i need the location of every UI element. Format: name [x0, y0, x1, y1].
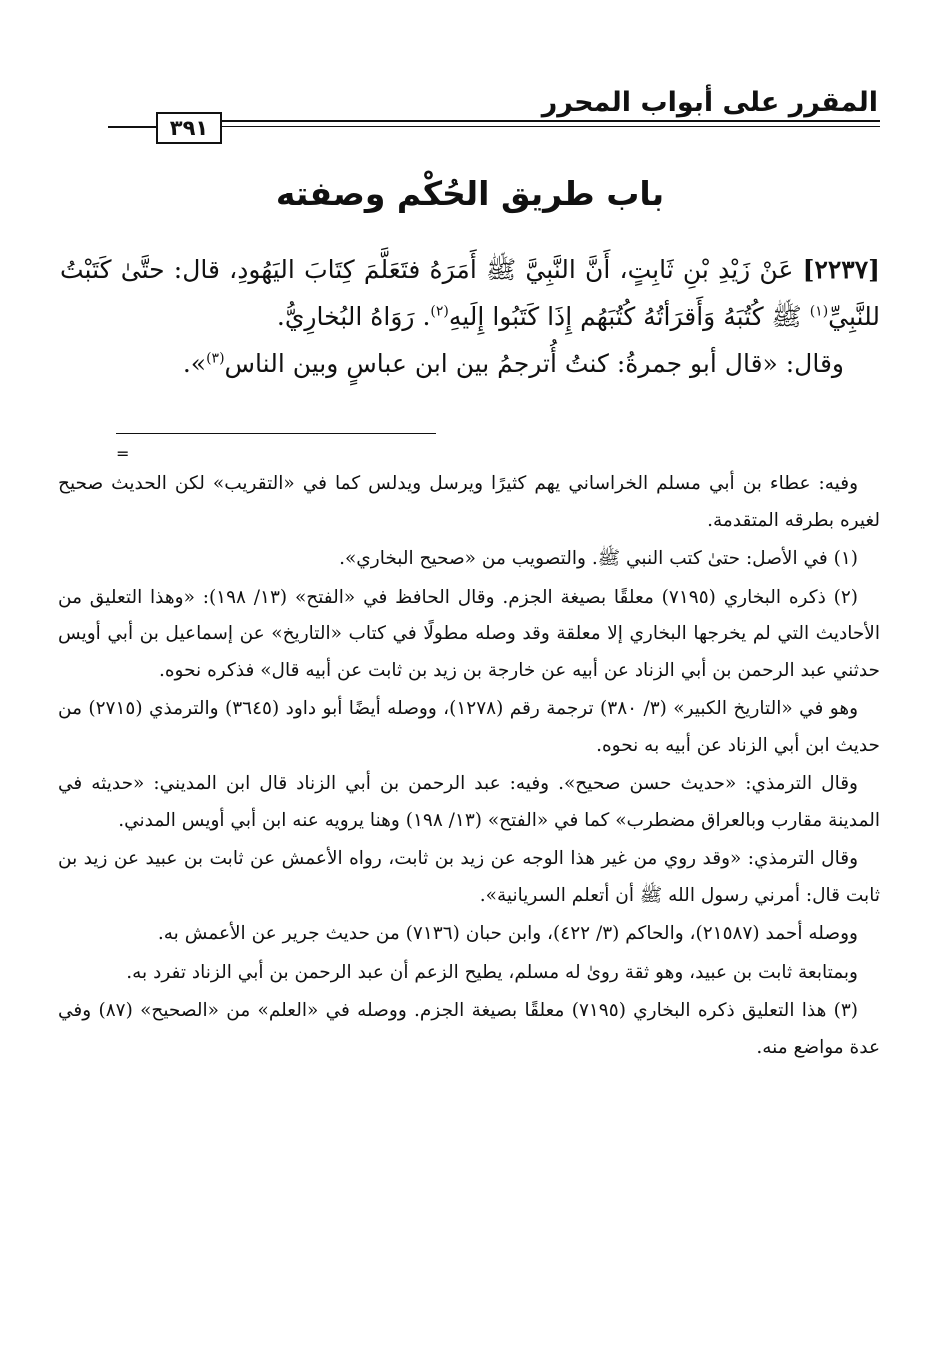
- footnote-paragraph: وقال الترمذي: «حديث حسن صحيح». وفيه: عبد الرحمن بن أبي الزناد قال ابن المديني: «حديثه في المدينة مقارب وبالعراق مضطرب» كما في «الفتح» (١٣/ ١٩٨) وهنا يرويه عنه ابن أبي أويس المدني.: [58, 773, 880, 831]
- chapter-title: باب طريق الحُكْم وصفته: [275, 174, 665, 213]
- footnote-ref-2[interactable]: (٢): [430, 303, 449, 320]
- running-header-title: المقرر على أبواب المحرر: [541, 87, 878, 118]
- footnote-2: (٢) ذكره البخاري (٧١٩٥) معلقًا بصيغة الجزم. وقال الحافظ في «الفتح» (١٣/ ١٩٨): «وهذا التعليق من الأحاديث التي لم يخرجها البخاري إلا معلقة وقد وصله مطولًا في كتاب «التاريخ» عن إسماعيل بن أبي أويس حدثني عبد الرحمن بن أبي الزناد عن أبيه عن خارجة بن زيد بن ثابت عن أبيه قال» فذكره نحوه.: [58, 586, 880, 681]
- header-rule-left: [108, 126, 156, 128]
- hadith-text-part-3: . رَوَاهُ البُخارِيُّ.: [276, 302, 431, 331]
- header-rule-bottom: [222, 126, 880, 127]
- footnote-paragraph: وفيه: عطاء بن أبي مسلم الخراساني يهم كثيرًا ويرسل ويدلس كما في «التقريب» لكن الحديث صحيح لغيره بطرقه المتقدمة.: [58, 473, 880, 531]
- footnote-3: (٣) هذا التعليق ذكره البخاري (٧١٩٥) معلقًا بصيغة الجزم. ووصله في «العلم» من «الصحيح» (٨٧) وفي عدة مواضع منه.: [58, 1000, 880, 1058]
- header-rule-top: [222, 120, 880, 122]
- hadith-quote-text: وقال: «قال أبو جمرةُ: كنتُ أُترجمُ بين ابن عباسٍ وبين الناس: [224, 349, 844, 378]
- footnote-continuation-mark: =: [116, 444, 130, 463]
- hadith-block: [60, 246, 880, 387]
- footnotes: [58, 466, 880, 1068]
- hadith-text-part-2: ﷺ كُتُبَهُ وَأَقرَأتُهُ كُتُبَهُم إِذَا كَتَبُوا إِلَيهِ: [448, 302, 802, 331]
- footnote-1: (١) في الأصل: حتىٰ كتب النبي ﷺ. والتصويب من «صحيح البخاري».: [339, 548, 858, 569]
- footnote-paragraph: وهو في «التاريخ الكبير» (٣/ ٣٨٠) ترجمة رقم (١٢٧٨)، ووصله أيضًا أبو داود (٣٦٤٥) والترمذي (٢٧١٥) من حديث ابن أبي الزناد عن أبيه به نحوه.: [58, 698, 880, 756]
- footnote-ref-3[interactable]: (٣): [206, 350, 225, 367]
- hadith-number: [٢٢٣٧]: [802, 255, 880, 284]
- footnote-paragraph: ووصله أحمد (٢١٥٨٧)، والحاكم (٣/ ٤٢٢)، وابن حبان (٧١٣٦) من حديث جرير عن الأعمش به.: [157, 923, 858, 944]
- hadith-quote: [60, 340, 880, 387]
- footnote-ref-1[interactable]: (١): [809, 303, 829, 320]
- footnote-paragraph: وقال الترمذي: «وقد روي من غير هذا الوجه عن زيد بن ثابت، رواه الأعمش عن ثابت بن عبيد عن زيد بن ثابت قال: أمرني رسول الله ﷺ أن أتعلم السريانية».: [58, 848, 880, 906]
- hadith-quote-end: ».: [182, 349, 207, 378]
- footnote-paragraph: وبمتابعة ثابت بن عبيد، وهو ثقة روىٰ له مسلم، يطيح الزعم أن عبد الرحمن بن أبي الزناد تفرد به.: [126, 961, 858, 983]
- footnote-separator: [116, 433, 436, 434]
- hadith-text: [60, 246, 880, 340]
- page-number: ٣٩١: [156, 112, 222, 144]
- hadith-text-part-1: عَنْ زَيْدِ بْنِ ثَابِتٍ، أَنَّ النَّبِيَّ ﷺ أَمَرَهُ فتَعَلَّمَ كِتَابَ اليَهُودِ، قال: حتَّىٰ كَتَبْتُ للنَّبِيِّ: [60, 255, 880, 331]
